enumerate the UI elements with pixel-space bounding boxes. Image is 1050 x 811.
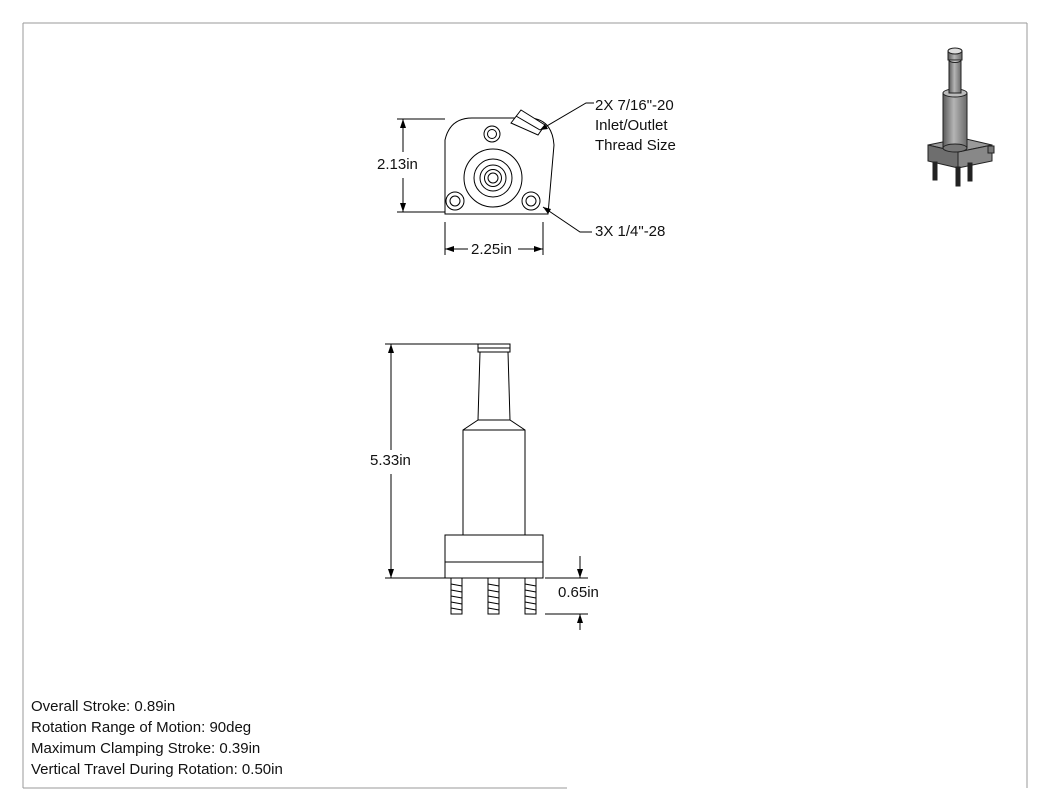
overall-height-dimension: 5.33in	[370, 452, 411, 469]
mount-thread-callout: 3X 1/4"-28	[595, 223, 666, 240]
bolt-length-dimension: 0.65in	[558, 584, 599, 601]
top-width-dimension: 2.25in	[471, 241, 512, 258]
spec-vertical-travel: Vertical Travel During Rotation: 0.50in	[31, 761, 283, 778]
spec-clamping-stroke: Maximum Clamping Stroke: 0.39in	[31, 740, 261, 757]
spec-overall-stroke: Overall Stroke: 0.89in	[31, 698, 176, 715]
isometric-preview	[928, 48, 994, 186]
inlet-callout-line1: 2X 7/16"-20	[595, 97, 674, 114]
spec-rotation-range: Rotation Range of Motion: 90deg	[31, 719, 252, 736]
inlet-callout-line3: Thread Size	[595, 137, 676, 154]
top-height-dimension: 2.13in	[377, 156, 418, 173]
top-view	[445, 110, 554, 214]
inlet-callout-line2: Inlet/Outlet	[595, 117, 668, 134]
side-view	[445, 344, 543, 614]
